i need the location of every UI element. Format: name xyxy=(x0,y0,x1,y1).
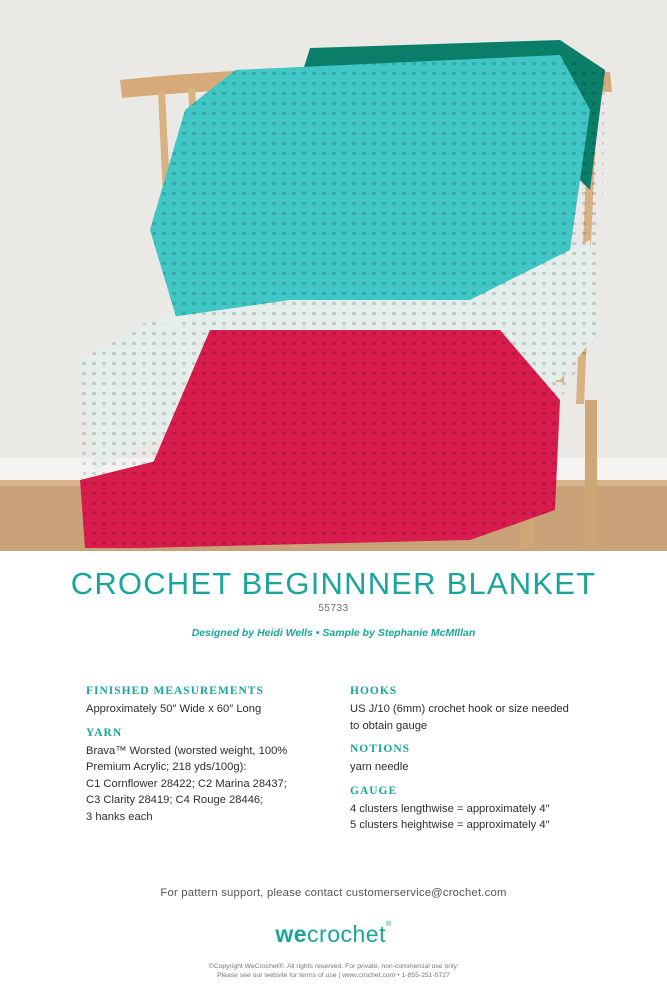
section-hooks xyxy=(350,684,590,734)
section-yarn xyxy=(86,726,336,826)
section-notions xyxy=(350,742,590,776)
section-line: 5 clusters heightwise = approximately 4″ xyxy=(350,819,550,831)
section-line: Approximately 50″ Wide x 60″ Long xyxy=(86,703,262,715)
pattern-title: CROCHET BEGINNNER BLANKET xyxy=(70,566,597,601)
section-line: yarn needle xyxy=(350,761,409,773)
section-body xyxy=(86,701,336,718)
legal-notice xyxy=(0,962,667,980)
section-body xyxy=(350,801,590,834)
section-line: C1 Cornflower 28422; C2 Marina 28437; xyxy=(86,777,287,790)
support-contact: For pattern support, please contact customerservice@crochet.com xyxy=(160,887,507,899)
section-line: Premium Acrylic; 218 yds/100g): xyxy=(86,761,247,773)
section-gauge xyxy=(350,784,590,834)
logo-crochet: crochet xyxy=(307,921,386,947)
section-line: C3 Clarity 28419; C4 Rouge 28446; xyxy=(86,794,264,806)
section-line: 4 clusters lengthwise = approximately 4″ xyxy=(350,802,550,815)
copyright-line: ©Copyright WeCrochet®. All rights reserved. For private, non-commercial use only. xyxy=(208,963,459,970)
details-right-column xyxy=(350,684,590,842)
section-body xyxy=(86,743,336,826)
section-body xyxy=(350,759,590,776)
section-heading: HOOKS xyxy=(350,685,398,697)
section-heading: YARN xyxy=(86,726,123,739)
details-left-column xyxy=(86,684,336,833)
section-line: US J/10 (6mm) crochet hook or size needed xyxy=(350,703,569,715)
section-line: 3 hanks each xyxy=(86,810,153,823)
section-finished-measurements xyxy=(86,684,336,718)
section-heading: GAUGE xyxy=(350,784,398,797)
logo-we: we xyxy=(275,921,308,947)
section-heading: FINISHED MEASUREMENTS xyxy=(86,685,264,697)
section-line: Brava™ Worsted (worsted weight, 100% xyxy=(86,744,288,757)
logo-registered-mark: ® xyxy=(385,921,392,928)
section-body xyxy=(350,701,590,734)
wecrochet-logo xyxy=(0,921,667,948)
section-line: to obtain gauge xyxy=(350,719,428,732)
section-heading: NOTIONS xyxy=(350,743,411,755)
designer-credits: Designed by Heidi Wells • Sample by Stephanie McMIllan xyxy=(191,627,476,639)
terms-line: Please see our website for terms of use | www.crochet.com • 1-855-251-5727 xyxy=(217,972,450,979)
pattern-number: 55733 xyxy=(318,603,349,614)
